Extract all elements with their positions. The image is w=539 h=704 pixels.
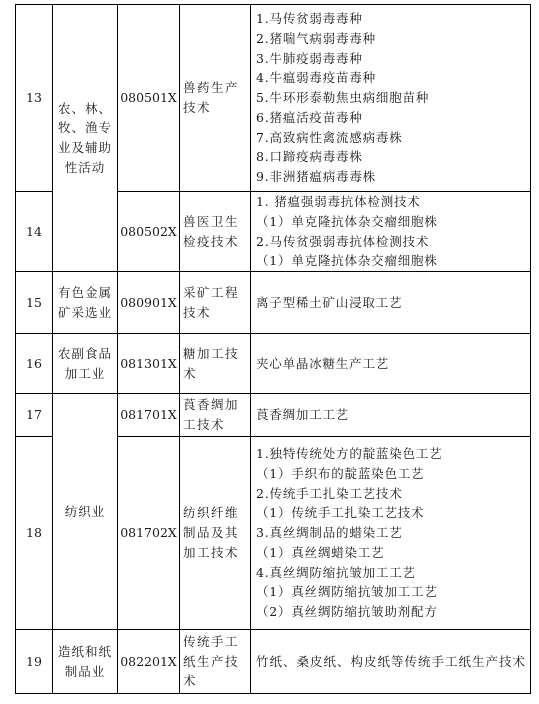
industry-category: 农副食品加工业 xyxy=(53,334,118,394)
list-item: 3.真丝绸制品的蜡染工艺 xyxy=(256,525,403,541)
list-item: 2.猪喘气病弱毒毒种 xyxy=(256,31,376,47)
table-row xyxy=(16,334,531,394)
process-items xyxy=(251,272,531,334)
industry-category: 造纸和纸制品业 xyxy=(53,630,118,694)
list-item: （2）真丝绸防缩抗皱助剂配方 xyxy=(256,603,438,619)
row-number: 19 xyxy=(16,630,53,694)
specialty-name: 纺织纤维 制品及其 加工技术 xyxy=(180,437,251,630)
list-item: 1.独特传统处方的靛蓝染色工艺 xyxy=(256,446,443,462)
list-item: 莨香绸加工工艺 xyxy=(256,407,350,423)
list-item: （1）传统手工扎染工艺技术 xyxy=(256,505,425,521)
list-item: （1）真丝绸防缩抗皱加工工艺 xyxy=(256,584,438,600)
row-number: 13 xyxy=(16,5,53,192)
specialty-code: 082201X xyxy=(118,630,180,694)
list-item: 竹纸、桑皮纸、构皮纸等传统手工纸生产技术 xyxy=(256,653,527,669)
row-number: 16 xyxy=(16,334,53,394)
industry-category: 农、林、牧、渔专业及辅助性活动 xyxy=(53,5,118,272)
list-item: 1.马传贫弱毒毒种 xyxy=(256,11,363,27)
industry-category: 纺织业 xyxy=(53,394,118,630)
specialty-name: 兽药生产 技术 xyxy=(180,5,251,192)
list-item: 2.马传贫强弱毒抗体检测技术 xyxy=(256,233,430,249)
list-item: 9.非洲猪瘟病毒毒株 xyxy=(256,168,376,184)
process-items xyxy=(251,437,531,630)
list-item: （1）真丝绸蜡染工艺 xyxy=(256,544,385,560)
specialty-name: 兽医卫生 检疫技术 xyxy=(180,192,251,272)
process-items xyxy=(251,334,531,394)
list-item: （1）单克隆抗体杂交瘤细胞株 xyxy=(256,253,438,269)
specialty-name: 传统手工 纸生产技 术 xyxy=(180,630,251,694)
list-item: （1）单克隆抗体杂交瘤细胞株 xyxy=(256,213,438,229)
specialty-code: 081301X xyxy=(118,334,180,394)
process-items xyxy=(251,5,531,192)
list-item: 夹心单晶冰糖生产工艺 xyxy=(256,355,390,371)
list-item: 7.高致病性禽流感病毒株 xyxy=(256,129,403,145)
process-items xyxy=(251,394,531,437)
row-number: 18 xyxy=(16,437,53,630)
specialty-code: 080502X xyxy=(118,192,180,272)
specialty-code: 081702X xyxy=(118,437,180,630)
row-number: 14 xyxy=(16,192,53,272)
specialty-name: 采矿工程 技术 xyxy=(180,272,251,334)
row-number: 17 xyxy=(16,394,53,437)
process-items xyxy=(251,630,531,694)
list-item: 4.真丝绸防缩抗皱加工工艺 xyxy=(256,564,416,580)
table-row xyxy=(16,394,531,437)
list-item: （1）手织布的靛蓝染色工艺 xyxy=(256,466,425,482)
list-item: 6.猪瘟活疫苗毒种 xyxy=(256,109,363,125)
specialty-name: 糖加工技 术 xyxy=(180,334,251,394)
row-number: 15 xyxy=(16,272,53,334)
specialty-code: 080901X xyxy=(118,272,180,334)
list-item: 8.口蹄疫病毒毒株 xyxy=(256,149,363,165)
specialty-code: 081701X xyxy=(118,394,180,437)
specialty-code: 080501X xyxy=(118,5,180,192)
industry-category: 有色金属矿采选业 xyxy=(53,272,118,334)
list-item: 5.牛环形泰勒焦虫病细胞苗种 xyxy=(256,90,430,106)
specialty-name: 莨香绸加 工技术 xyxy=(180,394,251,437)
table-row xyxy=(16,5,531,192)
table-row xyxy=(16,272,531,334)
process-items xyxy=(251,192,531,272)
list-item: 4.牛瘟弱毒疫苗毒种 xyxy=(256,70,376,86)
list-item: 2.传统手工扎染工艺技术 xyxy=(256,485,403,501)
list-item: 1. 猪瘟强弱毒抗体检测技术 xyxy=(256,194,421,210)
list-item: 3.牛肺疫弱毒毒种 xyxy=(256,50,363,66)
process-table xyxy=(15,4,531,694)
list-item: 离子型稀土矿山浸取工艺 xyxy=(256,294,403,310)
table-row xyxy=(16,630,531,694)
